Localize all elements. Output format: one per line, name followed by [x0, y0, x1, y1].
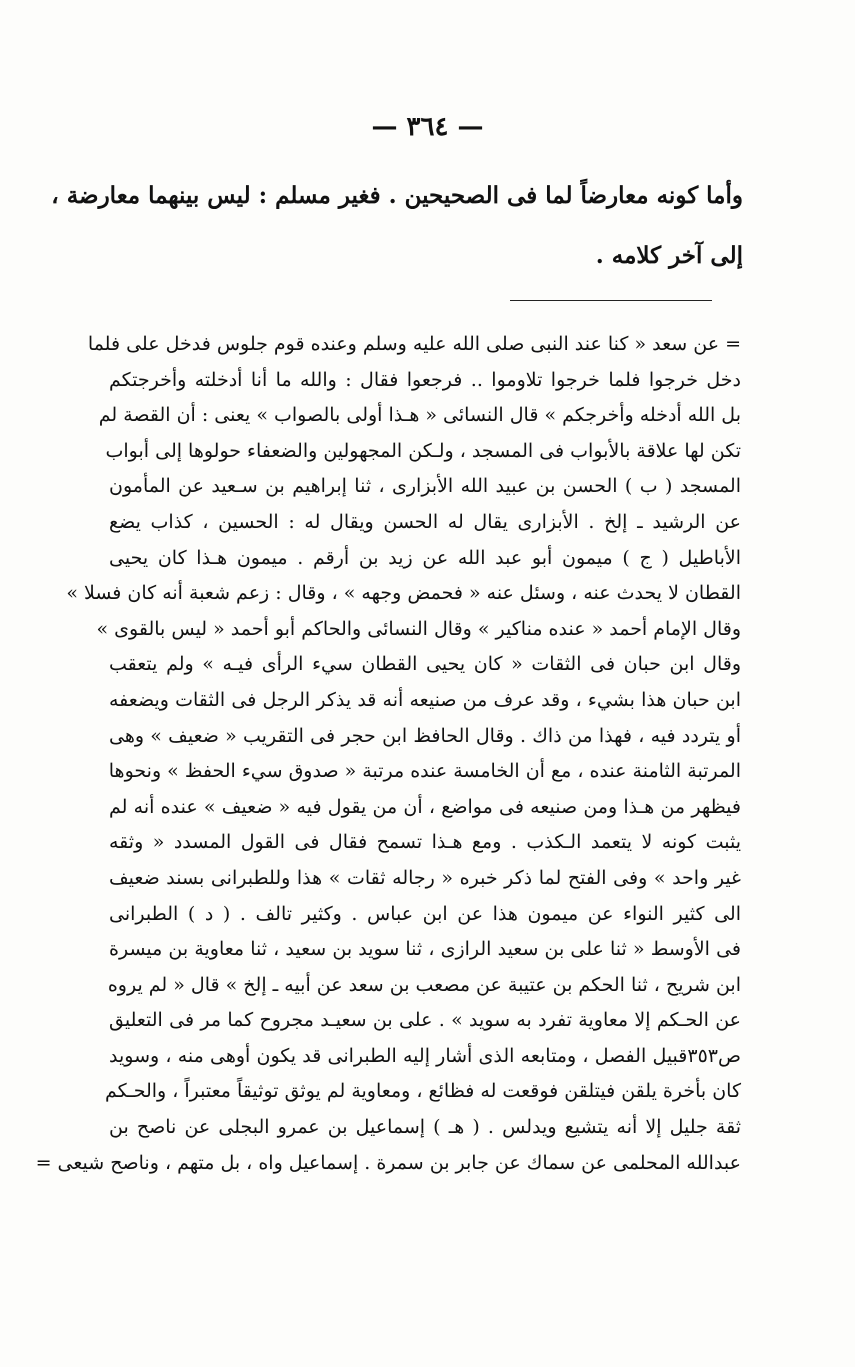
footnote-line: بل الله أدخله وأخرجكم » قال النسائى « هـذا أولى بالصواب » يعنى : أن القصة لم: [98, 404, 741, 427]
footnote-line: ابن حبان هذا بشيء ، وقد عرف من صنيعه أنه قد يذكر الرجل فى الثقات ويضعفه: [109, 688, 741, 711]
footnote-line: تكن لها علاقة بالأبواب فى المسجد ، ولـكن المجهولين والضعفاء حولوها إلى أبواب: [105, 439, 741, 462]
footnote: [35, 327, 741, 1181]
footnote-line: عن الحـكم إلا معاوية تفرد به سويد » . على بن سعيـد مجروح كما مر فى التعليق: [109, 1009, 741, 1032]
main-text: [51, 166, 743, 286]
footnote-line: = عن سعد « كنا عند النبى صلى الله عليه وسلم وعنده قوم جلوس فدخل على فلما: [87, 333, 741, 355]
page-number: — ٣٦٤ —: [371, 112, 484, 142]
footnote-line: عبدالله المحلمى عن سماك عن جابر بن سمرة . إسماعيل واه ، بل متهم ، وناصح شيعى =: [35, 1151, 741, 1174]
footnote-line: فى الأوسط « ثنا على بن سعيد الرازى ، ثنا سويد بن سعيد ، ثنا معاوية بن ميسرة: [109, 938, 741, 961]
main-text-line: إلى آخر كلامه .: [595, 242, 743, 269]
footnote-separator: [510, 300, 712, 301]
footnote-line: الى كثير النواء عن ميمون هذا عن ابن عباس . وكثير تالف . ( د ) الطبرانى: [109, 902, 741, 925]
footnote-line: يثبت كونه لا يتعمد الـكذب . ومع هـذا تسمح فقال فى القول المسدد « وثقه: [109, 831, 741, 854]
footnote-line: غير واحد » وفى الفتح لما ذكر خبره « رجاله ثقات » هذا وللطبرانى بسند ضعيف: [109, 866, 741, 889]
footnote-line: المسجد ( ب ) الحسن بن عبيد الله الأبزارى ، ثنا إبراهيم بن سـعيد عن المأمون: [109, 475, 741, 498]
footnote-line: القطان لا يحدث عنه ، وسئل عنه « فحمض وجهه » ، وقال : زعم شعبة أنه كان فسلا »: [66, 582, 741, 605]
footnote-line: أو يتردد فيه ، فهذا من ذاك . وقال الحافظ ابن حجر فى التقريب « ضعيف » وهى: [109, 724, 741, 747]
footnote-line: وقال الإمام أحمد « عنده مناكير » وقال النسائى والحاكم أبو أحمد « ليس بالقوى »: [96, 617, 741, 640]
footnote-line: المرتبة الثامنة عنده ، مع أن الخامسة عنده مرتبة « صدوق سيء الحفظ » ونحوها: [108, 760, 741, 783]
footnote-line: ثقة جليل إلا أنه يتشيع ويدلس . ( هـ ) إسماعيل بن عمرو البجلى عن ناصح بن: [109, 1116, 741, 1139]
footnote-line: الأباطيل ( ج ) ميمون أبو عبد الله عن زيد بن أرقم . ميمون هـذا كان يحيى: [109, 546, 741, 569]
footnote-line: كان بأخرة يلقن فيتلقن فوقعت له فظائع ، ومعاوية لم يوثق توثيقاً معتبراً ، والحـكم: [104, 1080, 741, 1103]
footnote-line: دخل خرجوا فلما خرجوا تلاوموا .. فرجعوا فقال : والله ما أنا أدخلته وأخرجتكم: [109, 368, 741, 391]
footnote-line: ص٣٥٣قبيل الفصل ، ومتابعه الذى أشار إليه الطبرانى قد يكون أوهى منه ، وسويد: [109, 1044, 741, 1067]
footnote-line: وقال ابن حبان فى الثقات « كان يحيى القطان سيء الرأى فيـه » ولم يتعقب: [109, 653, 741, 676]
footnote-line: ابن شريح ، ثنا الحكم بن عتيبة عن مصعب بن سعد عن أبيه ـ إلخ » قال « لم يروه: [107, 973, 741, 996]
footnote-line: عن الرشيد ـ إلخ . الأبزارى يقال له الحسن ويقال له : الحسين ، كذاب يضع: [109, 510, 741, 533]
footnote-line: فيظهر من هـذا ومن صنيعه فى مواضع ، أن من يقول فيه « ضعيف » عنده أنه لم: [109, 795, 741, 818]
main-text-line: وأما كونه معارضاً لما فى الصحيحين . فغير مسلم : ليس بينهما معارضة ،: [51, 182, 743, 209]
